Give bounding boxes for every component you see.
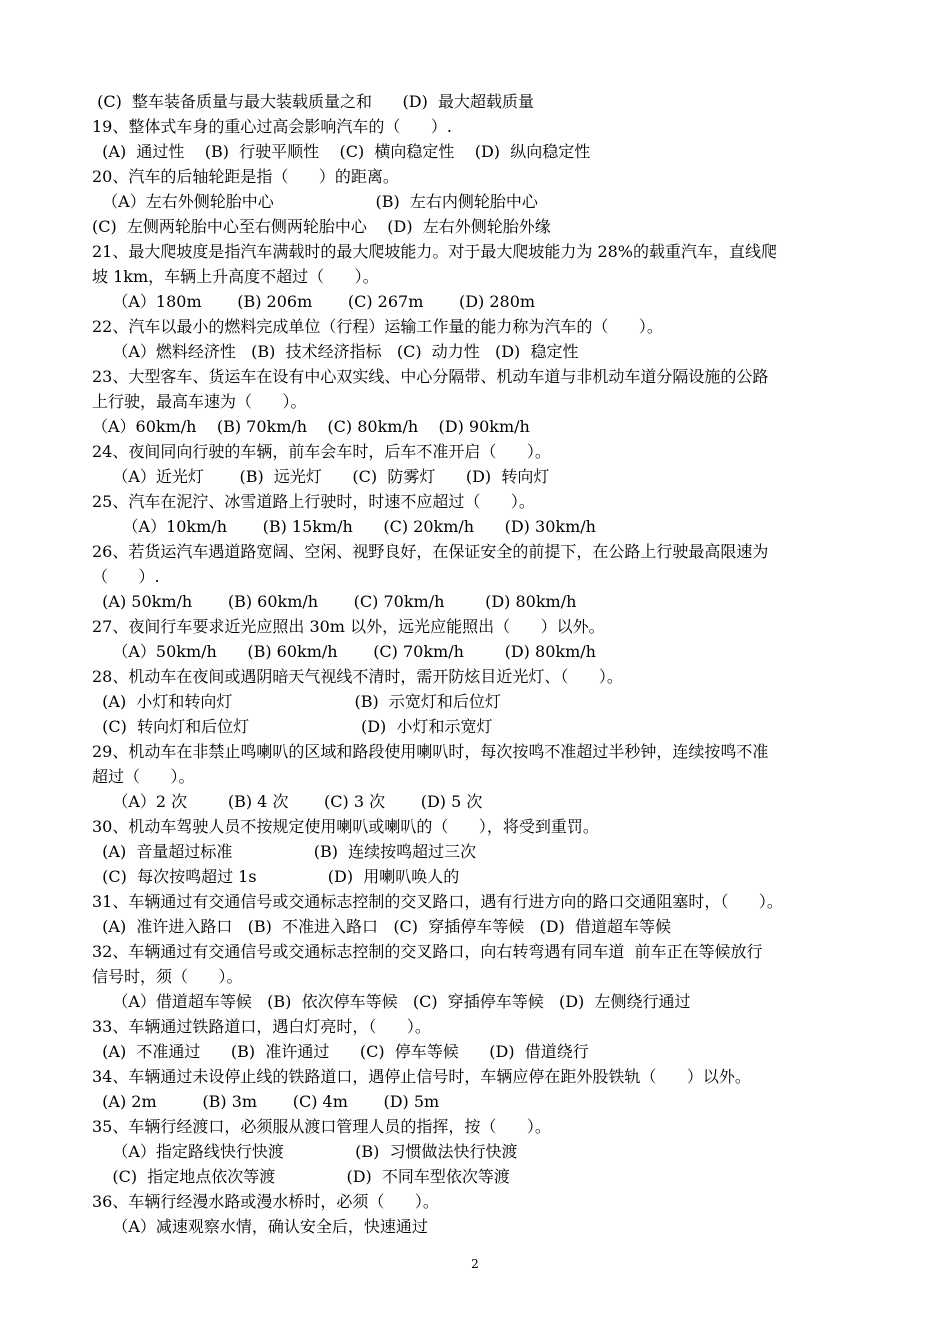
options-35a: （A）指定路线快行快渡 (B) 习惯做法快行快渡 [92, 1142, 518, 1161]
question-27: 27、夜间行车要求近光应照出 30m 以外，远光应能照出（ ）以外。 [92, 617, 605, 636]
options-19: (A) 通过性 (B) 行驶平顺性 (C) 横向稳定性 (D) 纵向稳定性 [92, 142, 591, 161]
text-line: (C) 整车装备质量与最大装载质量之和 (D) 最大超载质量 [92, 92, 534, 111]
options-33: (A) 不准通过 (B) 准许通过 (C) 停车等候 (D) 借道绕行 [92, 1042, 589, 1061]
question-19: 19、整体式车身的重心过高会影响汽车的（ ）. [92, 117, 452, 136]
question-21-cont: 坡 1km，车辆上升高度不超过（ ）。 [92, 267, 379, 286]
question-32: 32、车辆通过有交通信号或交通标志控制的交叉路口，向右转弯遇有同车道 前车正在等候放行 [92, 942, 763, 961]
question-24: 24、夜间同向行驶的车辆，前车会车时，后车不准开启（ ）。 [92, 442, 551, 461]
options-26: (A) 50km/h (B) 60km/h (C) 70km/h (D) 80km/h [92, 592, 577, 611]
options-20a: （A）左右外侧轮胎中心 (B) 左右内侧轮胎中心 [92, 192, 538, 211]
options-22: （A）燃料经济性 (B) 技术经济指标 (C) 动力性 (D) 稳定性 [92, 342, 579, 361]
options-29: （A）2 次 (B) 4 次 (C) 3 次 (D) 5 次 [92, 792, 483, 811]
options-30b: (C) 每次按鸣超过 1s (D) 用喇叭唤人的 [92, 867, 460, 886]
options-25: （A）10km/h (B) 15km/h (C) 20km/h (D) 30km/h [92, 517, 596, 536]
question-26: 26、若货运汽车遇道路宽阔、空闲、视野良好，在保证安全的前提下，在公路上行驶最高限速为 [92, 542, 769, 561]
options-20b: (C) 左侧两轮胎中心至右侧两轮胎中心 (D) 左右外侧轮胎外缘 [92, 217, 551, 236]
options-24: （A）近光灯 (B) 远光灯 (C) 防雾灯 (D) 转向灯 [92, 467, 550, 486]
question-23-cont: 上行驶，最高车速为（ ）。 [92, 392, 307, 411]
question-22: 22、汽车以最小的燃料完成单位（行程）运输工作量的能力称为汽车的（ ）。 [92, 317, 663, 336]
options-27: （A）50km/h (B) 60km/h (C) 70km/h (D) 80km/h [92, 642, 596, 661]
options-21: （A）180m (B) 206m (C) 267m (D) 280m [92, 292, 536, 311]
options-23: （A）60km/h (B) 70km/h (C) 80km/h (D) 90km/h [92, 417, 530, 436]
question-20: 20、汽车的后轴轮距是指（ ）的距离。 [92, 167, 399, 186]
question-25: 25、汽车在泥泞、冰雪道路上行驶时，时速不应超过（ ）。 [92, 492, 535, 511]
question-30: 30、机动车驾驶人员不按规定使用喇叭或喇叭的（ ），将受到重罚。 [92, 817, 599, 836]
options-28b: (C) 转向灯和后位灯 (D) 小灯和示宽灯 [92, 717, 493, 736]
question-29: 29、机动车在非禁止鸣喇叭的区域和路段使用喇叭时，每次按鸣不准超过半秒钟，连续按鸣不准 [92, 742, 769, 761]
options-35b: (C) 指定地点依次等渡 (D) 不同车型依次等渡 [92, 1167, 510, 1186]
question-33: 33、车辆通过铁路道口，遇白灯亮时，（ ）。 [92, 1017, 431, 1036]
options-28a: (A) 小灯和转向灯 (B) 示宽灯和后位灯 [92, 692, 501, 711]
question-21: 21、最大爬坡度是指汽车满载时的最大爬坡能力。对于最大爬坡能力为 28%的载重汽车，直线爬 [92, 242, 778, 261]
options-36a: （A）减速观察水情，确认安全后，快速通过 [92, 1217, 428, 1236]
options-32: （A）借道超车等候 (B) 依次停车等候 (C) 穿插停车等候 (D) 左侧绕行通过 [92, 992, 691, 1011]
options-31: (A) 准许进入路口 (B) 不准进入路口 (C) 穿插停车等候 (D) 借道超车等候 [92, 917, 671, 936]
question-32-cont: 信号时，须（ ）。 [92, 967, 243, 986]
question-36: 36、车辆行经漫水路或漫水桥时，必须（ ）。 [92, 1192, 439, 1211]
question-26-cont: （ ）. [92, 567, 160, 586]
question-31: 31、车辆通过有交通信号或交通标志控制的交叉路口，遇有行进方向的路口交通阻塞时，（ ）。 [92, 892, 783, 911]
options-34: (A) 2m (B) 3m (C) 4m (D) 5m [92, 1092, 440, 1111]
question-28: 28、机动车在夜间或遇阴暗天气视线不清时，需开防炫目近光灯、（ ）。 [92, 667, 623, 686]
options-30a: (A) 音量超过标准 (B) 连续按鸣超过三次 [92, 842, 477, 861]
question-29-cont: 超过（ ）。 [92, 767, 195, 786]
question-35: 35、车辆行经渡口，必须服从渡口管理人员的指挥，按（ ）。 [92, 1117, 551, 1136]
question-23: 23、大型客车、货运车在设有中心双实线、中心分隔带、机动车道与非机动车道分隔设施的公路 [92, 367, 769, 386]
page-number: 2 [471, 1257, 479, 1271]
question-34: 34、车辆通过未设停止线的铁路道口，遇停止信号时，车辆应停在距外股铁轨（ ）以外。 [92, 1067, 751, 1086]
